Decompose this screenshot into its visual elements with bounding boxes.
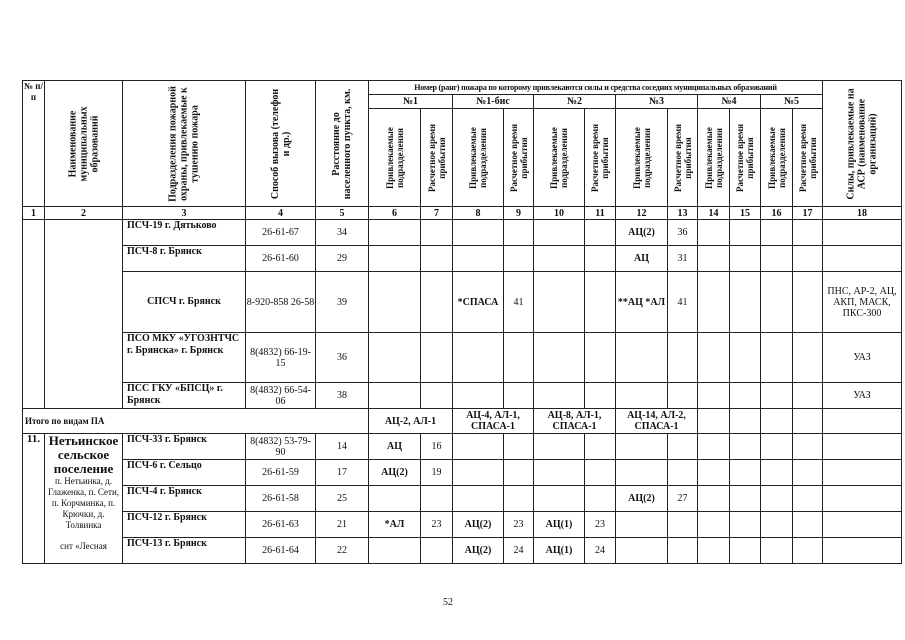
r2-units: АЦ(1) <box>534 538 585 564</box>
table-row <box>23 383 902 409</box>
unit-name: СПСЧ г. Брянск <box>123 272 246 333</box>
r3-time: 41 <box>668 272 698 333</box>
table-row <box>23 246 902 272</box>
unit-name: ПСЧ-8 г. Брянск <box>123 246 246 272</box>
distance: 25 <box>316 486 369 512</box>
phone: 26-61-63 <box>246 512 316 538</box>
unit-name: ПСЧ-13 г. Брянск <box>123 538 246 564</box>
totals-r1b: АЦ-4, АЛ-1, СПАСА-1 <box>453 409 534 434</box>
forces: УАЗ <box>823 383 902 409</box>
r3-units: **АЦ *АЛ <box>616 272 668 333</box>
distance: 38 <box>316 383 369 409</box>
table-row <box>23 486 902 512</box>
r1-time: 19 <box>421 460 453 486</box>
table-row <box>23 434 902 460</box>
header-group-title: Номер (ранг) пожара по которому привлекаются силы и средства соседних муниципальных образований <box>369 81 823 95</box>
rank-2: №2 <box>534 95 616 109</box>
col-num: 1 <box>23 207 45 220</box>
distance: 29 <box>316 246 369 272</box>
column-numbers-row <box>23 207 902 220</box>
distance: 36 <box>316 333 369 383</box>
r2-time: 23 <box>585 512 616 538</box>
header-call-method: Способ вызова (телефон и др.) <box>246 81 316 207</box>
sub-time-3: Расчетное время прибытия <box>668 109 698 207</box>
table-row <box>23 220 902 246</box>
col-num: 18 <box>823 207 902 220</box>
sub-units-3: Привлекаемые подразделения <box>616 109 668 207</box>
phone: 26-61-59 <box>246 460 316 486</box>
header-municipality: Наименование муниципальных образований <box>45 81 123 207</box>
rank-4: №4 <box>698 95 761 109</box>
phone: 8(4832) 53-79-90 <box>246 434 316 460</box>
r2-units: АЦ(1) <box>534 512 585 538</box>
phone: 26-61-64 <box>246 538 316 564</box>
header-forces: Силы, привлекаемые на АСР (наименование организаций) <box>823 81 902 207</box>
unit-name: ПСЧ-6 г. Сельцо <box>123 460 246 486</box>
col-num: 16 <box>761 207 793 220</box>
col-num: 13 <box>668 207 698 220</box>
unit-name: ПСО МКУ «УГОЗНТЧС г. Брянска» г. Брянск <box>123 333 246 383</box>
col-num: 2 <box>45 207 123 220</box>
sub-units-1b: Привлекаемые подразделения <box>453 109 504 207</box>
col-num: 11 <box>585 207 616 220</box>
distance: 34 <box>316 220 369 246</box>
col-num: 7 <box>421 207 453 220</box>
phone: 26-61-58 <box>246 486 316 512</box>
distance: 21 <box>316 512 369 538</box>
phone: 8-920-858 26-58 <box>246 272 316 333</box>
table-row <box>23 333 902 383</box>
municipality-cell <box>45 434 123 564</box>
sub-units-5: Привлекаемые подразделения <box>761 109 793 207</box>
unit-name: ПСЧ-33 г. Брянск <box>123 434 246 460</box>
r3-units: АЦ <box>616 246 668 272</box>
rank-3: №3 <box>616 95 698 109</box>
col-num: 9 <box>504 207 534 220</box>
totals-r2: АЦ-8, АЛ-1, СПАСА-1 <box>534 409 616 434</box>
totals-r1: АЦ-2, АЛ-1 <box>369 409 453 434</box>
col-num: 10 <box>534 207 585 220</box>
sub-time-5: Расчетное время прибытия <box>793 109 823 207</box>
col-num: 6 <box>369 207 421 220</box>
r1-time: 16 <box>421 434 453 460</box>
distance: 39 <box>316 272 369 333</box>
totals-label: Итого по видам ПА <box>23 409 369 434</box>
forces: УАЗ <box>823 333 902 383</box>
col-num: 4 <box>246 207 316 220</box>
rank-1-bis: №1-бис <box>453 95 534 109</box>
unit-name: ПСЧ-4 г. Брянск <box>123 486 246 512</box>
r3-units: АЦ(2) <box>616 486 668 512</box>
forces: ПНС, АР-2, АЦ, АКП, МАСК, ПКС-300 <box>823 272 902 333</box>
col-num: 8 <box>453 207 504 220</box>
table-row <box>23 272 902 333</box>
header-distance: Расстояние до населенного пункта, км. <box>316 81 369 207</box>
r1-units: АЦ <box>369 434 421 460</box>
cell-empty <box>23 220 45 409</box>
distance: 17 <box>316 460 369 486</box>
sub-units-1: Привлекаемые подразделения <box>369 109 421 207</box>
r3-units: АЦ(2) <box>616 220 668 246</box>
unit-name: ПСС ГКУ «БПСЦ» г. Брянск <box>123 383 246 409</box>
table-row <box>23 512 902 538</box>
municipality-settlements: п. Нетьинка, д. Глаженка, п. Сети, п. Корчминка, п. Крючки, д. Толвинка <box>47 476 120 530</box>
r1-time: 23 <box>421 512 453 538</box>
rank-1: №1 <box>369 95 453 109</box>
totals-r3: АЦ-14, АЛ-2, СПАСА-1 <box>616 409 698 434</box>
sub-time-2: Расчетное время прибытия <box>585 109 616 207</box>
header-no: № п/п <box>23 81 45 207</box>
sub-units-2: Привлекаемые подразделения <box>534 109 585 207</box>
phone: 26-61-60 <box>246 246 316 272</box>
sub-time-4: Расчетное время прибытия <box>730 109 761 207</box>
fire-response-table <box>22 80 902 564</box>
r1b-time: 23 <box>504 512 534 538</box>
r1b-time: 24 <box>504 538 534 564</box>
sub-time-1: Расчетное время прибытия <box>421 109 453 207</box>
phone: 8(4832) 66-19-15 <box>246 333 316 383</box>
r3-time: 36 <box>668 220 698 246</box>
r3-time: 31 <box>668 246 698 272</box>
page-number: 52 <box>443 597 453 608</box>
table-row <box>23 538 902 564</box>
r1-units: *АЛ <box>369 512 421 538</box>
header-units: Подразделения пожарной охраны, привлекаемые к тушению пожара <box>123 81 246 207</box>
r1-units: АЦ(2) <box>369 460 421 486</box>
col-num: 3 <box>123 207 246 220</box>
municipality-tail: снт «Лесная <box>60 541 107 551</box>
distance: 14 <box>316 434 369 460</box>
r1b-time: 41 <box>504 272 534 333</box>
r2-time: 24 <box>585 538 616 564</box>
col-num: 15 <box>730 207 761 220</box>
sub-time-1b: Расчетное время прибытия <box>504 109 534 207</box>
r3-time: 27 <box>668 486 698 512</box>
phone: 8(4832) 66-54-06 <box>246 383 316 409</box>
rank-5: №5 <box>761 95 823 109</box>
col-num: 5 <box>316 207 369 220</box>
distance: 22 <box>316 538 369 564</box>
col-num: 17 <box>793 207 823 220</box>
unit-name: ПСЧ-19 г. Дятьково <box>123 220 246 246</box>
r1b-units: АЦ(2) <box>453 512 504 538</box>
table-row <box>23 460 902 486</box>
sub-units-4: Привлекаемые подразделения <box>698 109 730 207</box>
totals-row <box>23 409 902 434</box>
col-num: 12 <box>616 207 668 220</box>
r1b-units: АЦ(2) <box>453 538 504 564</box>
col-num: 14 <box>698 207 730 220</box>
municipality-name: Нетьинское сельское поселение <box>48 433 119 476</box>
phone: 26-61-67 <box>246 220 316 246</box>
cell-empty <box>45 220 123 409</box>
unit-name: ПСЧ-12 г. Брянск <box>123 512 246 538</box>
r1b-units: *СПАСА <box>453 272 504 333</box>
municipality-number: 11. <box>23 434 45 564</box>
